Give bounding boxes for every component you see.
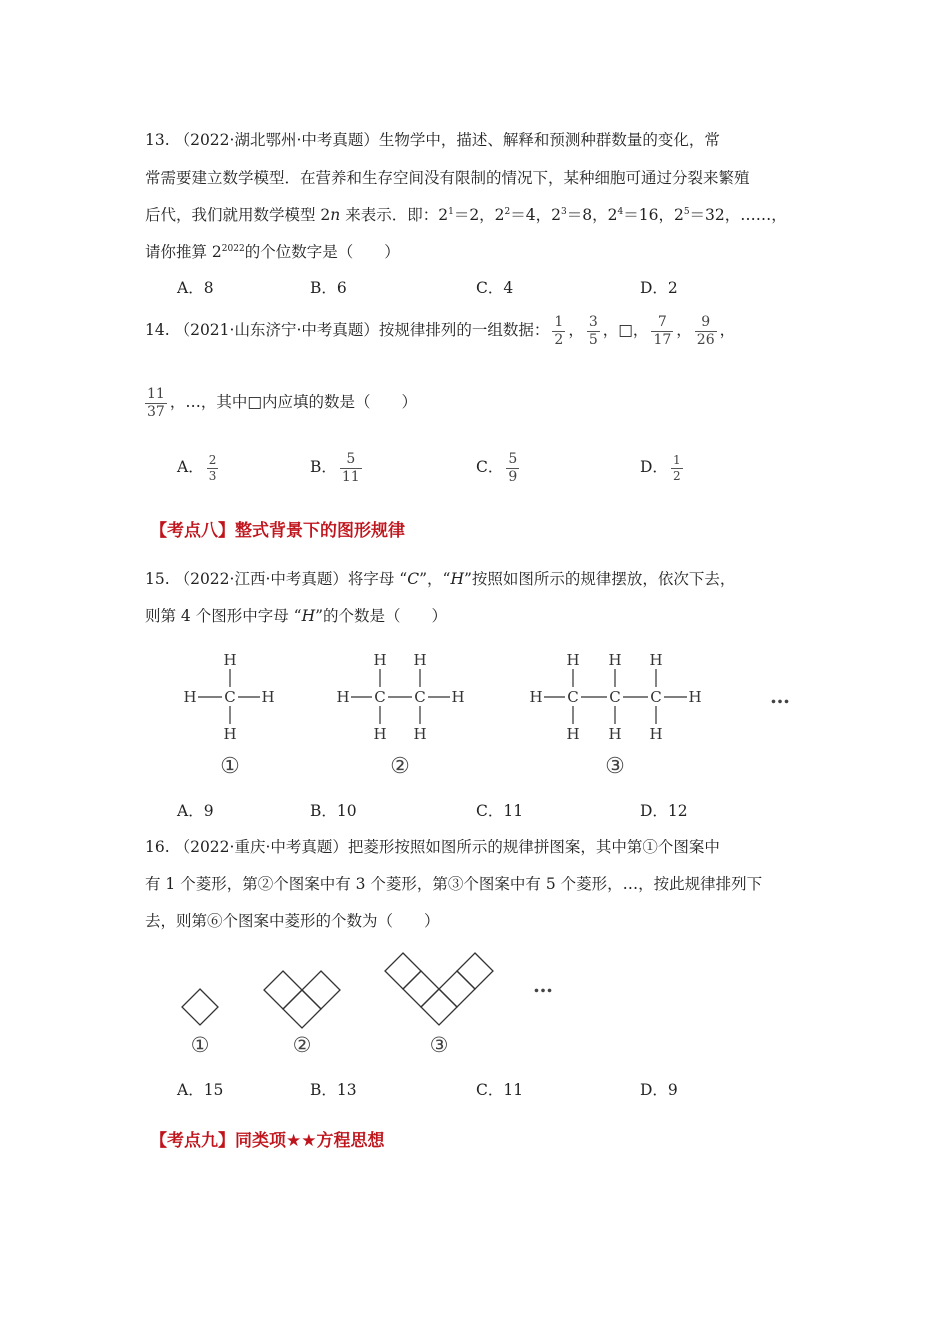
q13-line-2: 常需要建立数学模型．在营养和生存空间没有限制的情况下，某种细胞可通过分裂来繁殖	[145, 169, 750, 187]
svg-text:H: H	[566, 725, 580, 743]
q14-blank-box: □	[618, 321, 633, 339]
svg-text:H: H	[608, 725, 622, 743]
section-heading-9: 【考点九】同类项★★方程思想	[150, 1131, 385, 1151]
q14-line-2: $\frac{11}{37}$ ，…，其中□内应填的数是（ ）	[147, 385, 417, 420]
q16-line-2: 有 1 个菱形，第②个图案中有 3 个菱形，第③个图案中有 5 个菱形，…，按此规律排列下	[145, 875, 763, 893]
q14-option-c: C． $\frac{5}{9}$	[476, 450, 518, 485]
svg-text:C: C	[609, 688, 621, 706]
q13-line-3: 后代，我们就用数学模型 2n 来表示．即：$2^1=2$，$2^2=4$，$2^3=8$，$2^4=16$，$2^5=32$，……，	[145, 206, 787, 224]
q13-line-1: 13. （2022·湖北鄂州·中考真题）生物学中，描述、解释和预测种群数量的变化，常	[145, 131, 720, 149]
q15-line-1: 15. （2022·江西·中考真题）将字母 “C”，“H”按照如图所示的规律摆放，依次下去，	[145, 570, 736, 588]
q16-line-3: 去，则第⑥个图案中菱形的个数为（ ）	[145, 912, 440, 930]
q16-option-b: B．13	[310, 1081, 357, 1099]
svg-text:H: H	[223, 651, 237, 669]
q14-option-b: B． $\frac{5}{11}$	[310, 450, 360, 485]
svg-text:C: C	[567, 688, 579, 706]
q16-line-1: 16. （2022·重庆·中考真题）把菱形按照如图所示的规律拼图案，其中第①个图案中	[145, 838, 720, 856]
q15-figure-1	[183, 651, 274, 743]
svg-text:C: C	[414, 688, 426, 706]
q14-option-d: D． $\frac{1}{2}$	[640, 453, 681, 483]
q14-option-a: A． $\frac{2}{3}$	[177, 453, 217, 483]
q16-rhombus	[421, 989, 457, 1025]
svg-text:H: H	[649, 651, 663, 669]
q16-rhombus-figure	[175, 945, 575, 1060]
q16-rhombus	[403, 971, 439, 1007]
svg-text:H: H	[336, 688, 350, 706]
q15-option-b: B．10	[310, 802, 357, 820]
q14-seq-frac-4: $\frac{9}{26}$	[696, 313, 715, 348]
svg-text:C: C	[224, 688, 236, 706]
q13-option-d: D．2	[640, 279, 678, 297]
q15-option-d: D．12	[640, 802, 688, 820]
q13-option-a: A．8	[177, 279, 214, 297]
q15-molecule-figure	[175, 645, 815, 785]
q16-figure-ellipsis: …	[533, 973, 553, 997]
section-heading-8: 【考点八】整式背景下的图形规律	[150, 521, 405, 541]
q16-rhombus	[457, 953, 493, 989]
q16-rhombus	[385, 953, 421, 989]
svg-text:H: H	[373, 651, 387, 669]
svg-text:H: H	[649, 725, 663, 743]
q15-figure-ellipsis: …	[770, 684, 790, 708]
svg-text:C: C	[374, 688, 386, 706]
q15-figure-label-3: ③	[605, 754, 625, 779]
svg-text:H: H	[566, 651, 580, 669]
q15-figure-label-2: ②	[390, 754, 410, 779]
svg-text:C: C	[650, 688, 662, 706]
q14-seq-frac-2: $\frac{3}{5}$	[588, 313, 598, 348]
q16-rhombus	[283, 990, 321, 1028]
q14-seq-frac-3: $\frac{7}{17}$	[653, 313, 672, 348]
svg-text:H: H	[529, 688, 543, 706]
q16-figure-label-2: ②	[292, 1033, 312, 1057]
q16-rhombus	[264, 971, 302, 1009]
svg-text:H: H	[413, 651, 427, 669]
q13-option-b: B．6	[310, 279, 347, 297]
q15-line-2: 则第 4 个图形中字母 “H”的个数是（ ）	[145, 607, 448, 625]
svg-text:H: H	[261, 688, 275, 706]
q16-rhombus	[302, 971, 340, 1009]
q13-line-4: 请你推算 $2^{2022}$的个位数字是（ ）	[145, 243, 400, 261]
q16-figure-label-3: ③	[429, 1033, 449, 1057]
q16-figure-label-1: ①	[190, 1033, 210, 1057]
q14-seq-frac-5: $\frac{11}{37}$	[147, 385, 165, 420]
q15-option-a: A．9	[177, 802, 214, 820]
q16-rhombus	[439, 971, 475, 1007]
q16-option-a: A．15	[177, 1081, 224, 1099]
svg-text:H: H	[451, 688, 465, 706]
svg-text:H: H	[183, 688, 197, 706]
q16-option-d: D．9	[640, 1081, 678, 1099]
svg-text:H: H	[373, 725, 387, 743]
svg-text:H: H	[608, 651, 622, 669]
q13-option-c: C．4	[476, 279, 514, 297]
q14-line-1: 14. （2021·山东济宁·中考真题）按规律排列的一组数据： $\frac{1}{2}$ ， $\frac{3}{5}$ ，□， $\frac{7}{17}$ ， $\frac{9}{26}$ ，	[145, 313, 736, 348]
svg-text:H: H	[413, 725, 427, 743]
svg-text:H: H	[688, 688, 702, 706]
q15-figure-label-1: ①	[220, 754, 240, 779]
q16-rhombus	[182, 989, 218, 1025]
q16-option-c: C．11	[476, 1081, 524, 1099]
q14-seq-frac-1: $\frac{1}{2}$	[554, 313, 564, 348]
svg-text:H: H	[223, 725, 237, 743]
q15-option-c: C．11	[476, 802, 524, 820]
